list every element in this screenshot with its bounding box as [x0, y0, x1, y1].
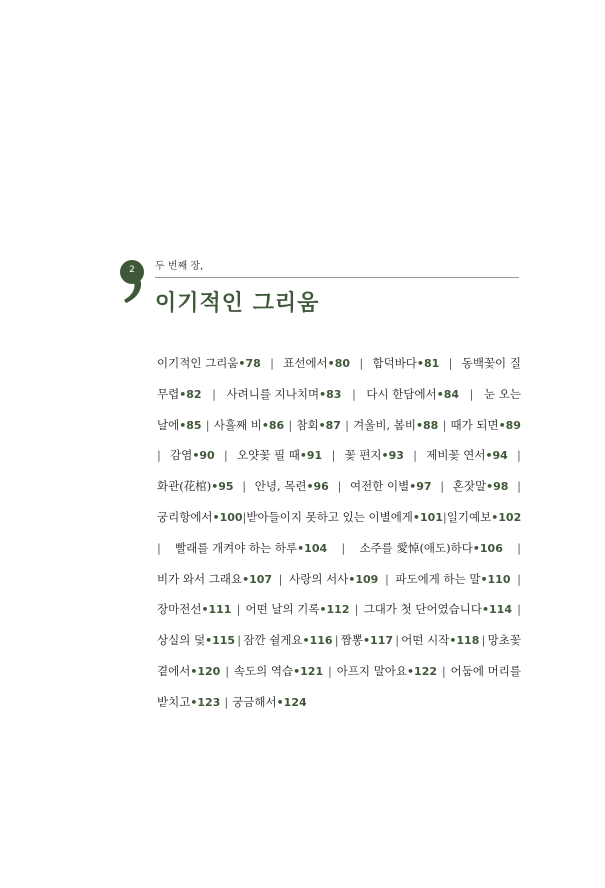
toc-entry-title: 날에 — [157, 417, 180, 432]
toc-entry-page: •121 — [293, 664, 324, 678]
toc-entry-title: 받치고 — [157, 694, 191, 709]
toc-separator: | — [359, 356, 364, 370]
toc-entry-page: •104 — [297, 541, 328, 555]
toc-line — [157, 687, 521, 718]
toc-line — [157, 594, 521, 625]
toc-entry-page: •90 — [192, 449, 215, 463]
toc-line — [157, 471, 521, 502]
toc-entry-page: •114 — [482, 603, 512, 617]
toc-entry-page: •80 — [327, 357, 351, 370]
toc-entry-title: 동백꽃이 질 — [461, 356, 521, 370]
toc-entry-page: •87 — [318, 418, 341, 432]
toc-entry — [451, 410, 521, 441]
toc-entry-page: •91 — [299, 449, 323, 463]
toc-entry-title: 궁금해서 — [232, 694, 277, 709]
toc-separator: | — [270, 356, 274, 370]
toc-entry — [227, 379, 342, 410]
toc-entry-title: 빨래를 개켜야 하는 하루 — [175, 540, 298, 555]
toc-separator: | — [384, 571, 389, 586]
toc-separator: | — [469, 386, 474, 401]
toc-entry — [359, 533, 502, 564]
toc-entry-title: 받아들이지 못하고 있는 이별에게 — [246, 509, 413, 524]
toc-entry — [447, 502, 521, 533]
toc-entry — [157, 687, 220, 718]
toc-entry-page: •118 — [449, 634, 480, 648]
toc-separator: | — [288, 417, 293, 432]
toc-line — [157, 440, 521, 471]
toc-entry-title: 그대가 첫 단어였습니다 — [363, 602, 482, 617]
toc-separator: | — [395, 633, 400, 648]
toc-separator: | — [242, 479, 247, 494]
toc-entry — [296, 410, 341, 441]
toc-entry — [237, 440, 322, 471]
toc-separator: | — [517, 602, 521, 617]
toc-separator: | — [327, 663, 332, 678]
toc-entry-page: •88 — [415, 418, 439, 432]
toc-separator: | — [442, 417, 447, 432]
toc-entry-page: •82 — [179, 387, 202, 401]
toc-separator: | — [517, 571, 521, 586]
toc-entry-title: 망초꽃 — [487, 633, 521, 648]
toc-entry — [366, 379, 459, 410]
toc-entry-page: •97 — [409, 480, 432, 494]
divider-rule — [155, 277, 519, 278]
toc-entry-page: •124 — [276, 695, 307, 709]
toc-entry — [395, 564, 510, 595]
toc-separator: | — [517, 479, 521, 494]
toc-entry-page: •117 — [363, 634, 394, 648]
toc-separator: | — [337, 479, 342, 494]
toc-entry-title: 어둠에 머리를 — [450, 663, 521, 678]
toc-entry — [488, 625, 521, 656]
toc-entry-title: 여전한 이별 — [350, 479, 410, 494]
toc-entry-title: 어떤 날의 기록 — [245, 602, 320, 617]
toc-entry — [243, 625, 332, 656]
chapter-label: 두 번째 장, — [155, 261, 204, 272]
toc-entry-title: 때가 되면 — [450, 417, 499, 432]
toc-entry — [484, 379, 521, 410]
toc-separator: | — [236, 602, 241, 617]
toc-entry-page: •115 — [205, 634, 236, 648]
toc-line — [157, 564, 521, 595]
toc-entry — [353, 410, 438, 441]
chapter-comma-mark — [118, 255, 158, 305]
toc-entry — [157, 625, 235, 656]
toc-entry-page: •96 — [306, 480, 329, 494]
toc-entry-page: •111 — [201, 603, 232, 617]
toc-separator: | — [223, 448, 228, 463]
toc-entry-page: •84 — [436, 387, 460, 401]
toc-entry — [283, 348, 350, 379]
toc-entry-title: 안녕, 목련 — [254, 479, 307, 494]
toc-entry-title: 아프지 말아요 — [336, 663, 408, 678]
toc-separator: | — [331, 448, 336, 463]
toc-entry-page: •86 — [261, 418, 285, 432]
toc-entry-page: •93 — [381, 449, 404, 463]
toc-entry — [234, 656, 323, 687]
toc-entry-title: 어떤 시작 — [401, 633, 450, 648]
toc-separator: | — [157, 540, 161, 555]
toc-separator: | — [157, 448, 161, 463]
toc-separator: | — [242, 509, 247, 524]
toc-separator: | — [481, 633, 486, 648]
toc-entry — [157, 471, 234, 502]
toc-entry — [157, 348, 261, 379]
toc-entry — [426, 440, 508, 471]
toc-separator: | — [440, 479, 445, 494]
toc-entry-page: •123 — [190, 695, 221, 709]
toc-separator: | — [212, 386, 216, 401]
toc-line — [157, 656, 521, 687]
toc-entry — [364, 594, 512, 625]
toc-line — [157, 379, 521, 410]
chapter-title: 이기적인 그리움 — [155, 290, 320, 316]
toc-entry-title: 사랑의 서사 — [289, 571, 349, 586]
toc-entry-title: 곁에서 — [157, 663, 191, 678]
toc-line — [157, 410, 521, 441]
toc-entry-page: •81 — [416, 357, 440, 370]
toc-entry — [175, 533, 327, 564]
toc-entry-title: 다시 한담에서 — [366, 386, 437, 401]
toc-entry-page: •112 — [319, 603, 350, 617]
toc-entry-title: 화관(花棺) — [157, 479, 212, 494]
toc-entry — [255, 471, 329, 502]
toc-separator: | — [237, 633, 242, 648]
toc-separator: | — [517, 448, 521, 463]
toc-entry-title: 혼잣말 — [452, 479, 487, 494]
toc-entry-title: 사흘째 비 — [213, 417, 262, 432]
toc-entry — [350, 471, 432, 502]
toc-entry-page: •95 — [211, 480, 234, 494]
toc-entry-title: 표선에서 — [283, 356, 328, 370]
toc-separator: | — [345, 417, 349, 432]
toc-separator: | — [448, 356, 453, 370]
toc-entry-page: •89 — [498, 418, 521, 432]
toc-entry — [214, 410, 284, 441]
toc-entry-page: •100 — [212, 510, 243, 524]
toc-entry-page: •85 — [179, 418, 202, 432]
toc-entry — [157, 502, 243, 533]
toc-entry-title: 함덕바다 — [372, 356, 417, 370]
toc-entry-title: 눈 오는 — [484, 386, 521, 401]
toc-entry-title: 짬뽕 — [340, 633, 364, 648]
toc-entry-title: 장마전선 — [157, 602, 202, 617]
toc-entry-page: •120 — [190, 664, 221, 678]
toc-entry-title: 참회 — [296, 417, 319, 432]
toc-entry — [246, 594, 350, 625]
toc-separator: | — [224, 694, 229, 709]
toc-entry — [157, 564, 272, 595]
toc-entry-title: 오얏꽃 필 때 — [237, 448, 300, 463]
toc-entry-title: 사려니를 지나치며 — [226, 386, 320, 401]
toc-separator: | — [341, 540, 346, 555]
toc-entry-page: •109 — [348, 572, 379, 586]
toc-entry-title: 감염 — [170, 448, 193, 463]
toc-entry-page: •83 — [319, 387, 342, 401]
toc-entry-page: •94 — [485, 449, 508, 463]
toc-entry-title: 일기예보 — [446, 509, 492, 524]
toc-entry-title: 소주를 愛悼(애도)하다 — [359, 540, 473, 555]
toc-entry-page: •122 — [407, 664, 438, 678]
toc-entry-page: •116 — [302, 634, 333, 648]
toc-separator: | — [442, 509, 447, 524]
toc-entry-title: 속도의 역습 — [233, 663, 294, 678]
toc-entry — [451, 656, 521, 687]
toc-separator: | — [517, 540, 521, 555]
toc-entry-title: 비가 와서 그래요 — [157, 571, 243, 586]
toc-entry — [372, 348, 439, 379]
toc-entry — [341, 625, 393, 656]
toc-entry — [345, 440, 404, 471]
toc-separator: | — [354, 602, 359, 617]
toc-entry-title: 겨울비, 봄비 — [353, 417, 416, 432]
toc-entry-title: 꽃 편지 — [344, 448, 382, 463]
toc-entry-title: 잠깐 쉴게요 — [243, 633, 303, 648]
toc-entry-page: •78 — [238, 357, 261, 370]
toc-entry — [401, 625, 479, 656]
toc-entry-page: •98 — [486, 480, 509, 494]
toc-entry-page: •110 — [480, 572, 511, 586]
toc-entry — [337, 656, 437, 687]
toc-entry-title: 무렵 — [157, 386, 180, 401]
table-of-contents — [157, 348, 521, 718]
toc-line — [157, 502, 521, 533]
toc-separator: | — [225, 663, 230, 678]
toc-separator: | — [413, 448, 417, 463]
toc-entry — [157, 410, 202, 441]
toc-entry-title: 파도에게 하는 말 — [395, 571, 481, 586]
toc-entry-page: •101 — [412, 510, 443, 524]
toc-line — [157, 348, 521, 379]
toc-entry — [157, 594, 231, 625]
toc-entry-title: 제비꽃 연서 — [426, 448, 486, 463]
toc-entry-page: •102 — [491, 510, 521, 524]
toc-line — [157, 625, 521, 656]
toc-separator: | — [351, 386, 356, 401]
toc-line — [157, 533, 521, 564]
toc-entry — [453, 471, 509, 502]
toc-entry-title: 상실의 덫 — [157, 633, 206, 648]
toc-entry-title: 이기적인 그리움 — [157, 356, 239, 370]
toc-entry — [289, 564, 378, 595]
toc-separator: | — [278, 571, 283, 586]
toc-entry — [232, 687, 306, 718]
toc-separator: | — [205, 417, 210, 432]
toc-entry-page: •106 — [472, 541, 503, 555]
chapter-number: 2 — [129, 265, 135, 275]
toc-entry — [157, 656, 220, 687]
toc-entry-title: 궁리항에서 — [157, 509, 213, 524]
toc-entry — [157, 379, 202, 410]
toc-entry-page: •107 — [242, 572, 273, 586]
toc-entry — [170, 440, 215, 471]
toc-entry — [246, 502, 443, 533]
toc-entry — [462, 348, 521, 379]
toc-separator: | — [441, 663, 446, 678]
toc-separator: | — [334, 633, 339, 648]
